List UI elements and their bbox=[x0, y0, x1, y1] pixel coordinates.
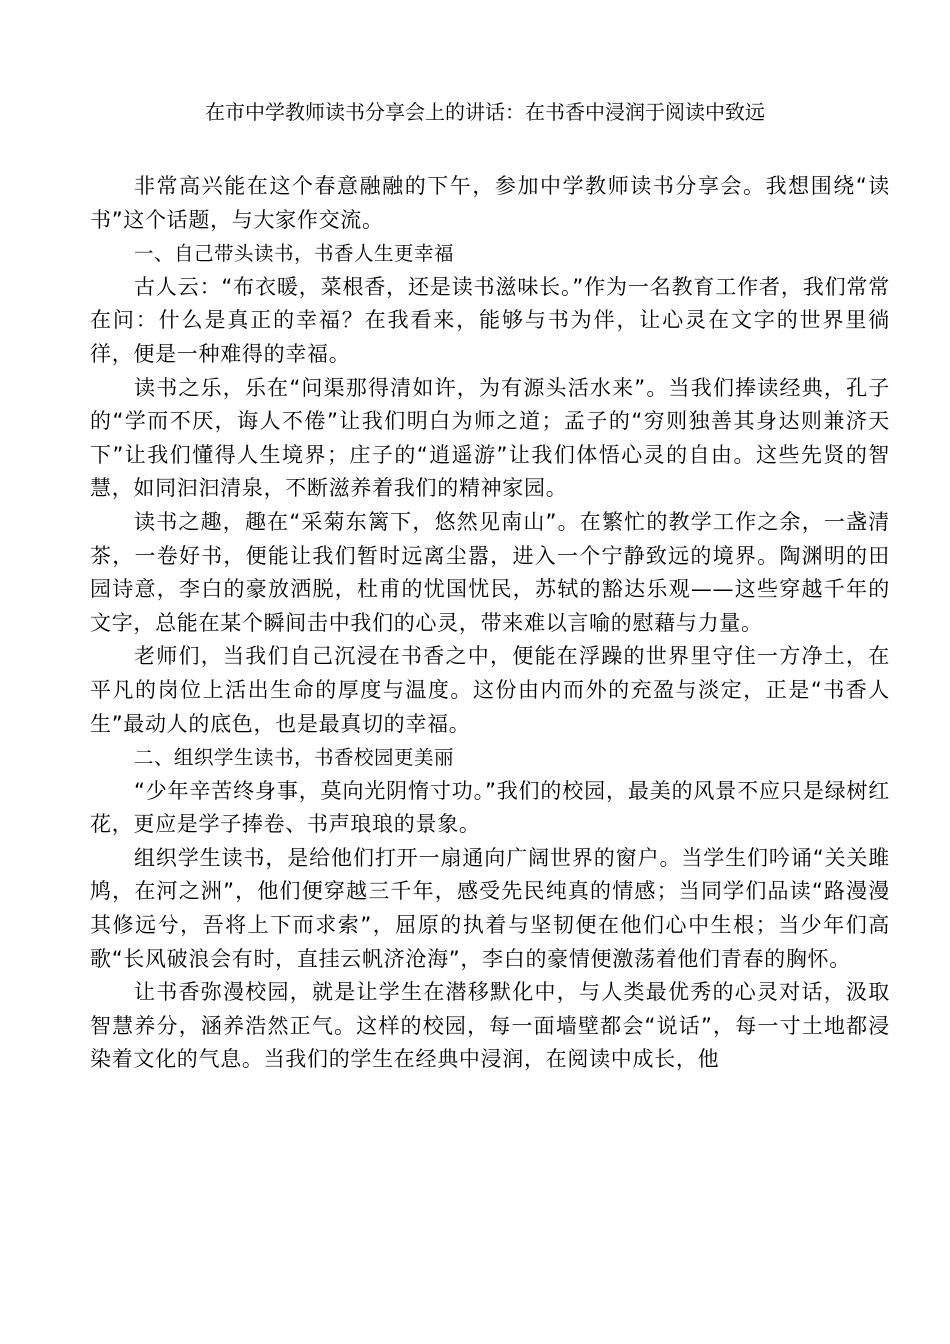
paragraph: “少年辛苦终身事，莫向光阴惰寸功。”我们的校园，最美的风景不应只是绿树红花，更应是学子捧卷、书声琅琅的景象。 bbox=[90, 778, 890, 837]
paragraph: 让书香弥漫校园，就是让学生在潜移默化中，与人类最优秀的心灵对话，汲取智慧养分，涵养浩然正气。这样的校园，每一面墙壁都会“说话”，每一寸土地都浸染着文化的气息。当我们的学生在经典中浸润，在阅读中成长，他 bbox=[90, 980, 890, 1072]
document-title: 在市中学教师读书分享会上的讲话：在书香中浸润于阅读中致远 bbox=[205, 100, 765, 124]
document-body bbox=[90, 170, 890, 1077]
paragraph: 老师们，当我们自己沉浸在书香之中，便能在浮躁的世界里守住一方净土，在平凡的岗位上活出生命的厚度与温度。这份由内而外的充盈与淡定，正是“书香人生”最动人的底色，也是最真切的幸福。 bbox=[90, 644, 890, 736]
paragraph: 组织学生读书，是给他们打开一扇通向广阔世界的窗户。当学生们吟诵“关关雎鸠，在河之洲”，他们便穿越三千年，感受先民纯真的情感；当同学们品读“路漫漫其修远兮，吾将上下而求索”，屈原的执着与坚韧便在他们心中生根；当少年们高歌“长风破浪会有时，直挂云帆济沧海”，李白的豪情便激荡着他们青春的胸怀。 bbox=[90, 845, 890, 971]
paragraph: 读书之乐，乐在“问渠那得清如许，为有源头活水来”。当我们捧读经典，孔子的“学而不厌，诲人不倦”让我们明白为师之道；孟子的“穷则独善其身达则兼济天下”让我们懂得人生境界；庄子的“逍遥游”让我们体悟心灵的自由。这些先贤的智慧，如同汩汩清泉，不断滋养着我们的精神家园。 bbox=[90, 375, 890, 501]
section-heading-1: 一、自己带头读书，书香人生更幸福 bbox=[134, 242, 455, 266]
section-heading-2: 二、组织学生读书，书香校园更美丽 bbox=[134, 746, 455, 770]
paragraph: 古人云：“布衣暖，菜根香，还是读书滋味长。”作为一名教育工作者，我们常常在问：什么是真正的幸福？在我看来，能够与书为伴，让心灵在文字的世界里徜徉，便是一种难得的幸福。 bbox=[90, 274, 890, 366]
paragraph-intro: 非常高兴能在这个春意融融的下午，参加中学教师读书分享会。我想围绕“读书”这个话题，与大家作交流。 bbox=[90, 174, 890, 232]
paragraph: 读书之趣，趣在“采菊东篱下，悠然见南山”。在繁忙的教学工作之余，一盏清茶，一卷好书，便能让我们暂时远离尘嚣，进入一个宁静致远的境界。陶渊明的田园诗意，李白的豪放洒脱，杜甫的忧国忧民，苏轼的豁达乐观——这些穿越千年的文字，总能在某个瞬间击中我们的心灵，带来难以言喻的慰藉与力量。 bbox=[90, 509, 890, 635]
